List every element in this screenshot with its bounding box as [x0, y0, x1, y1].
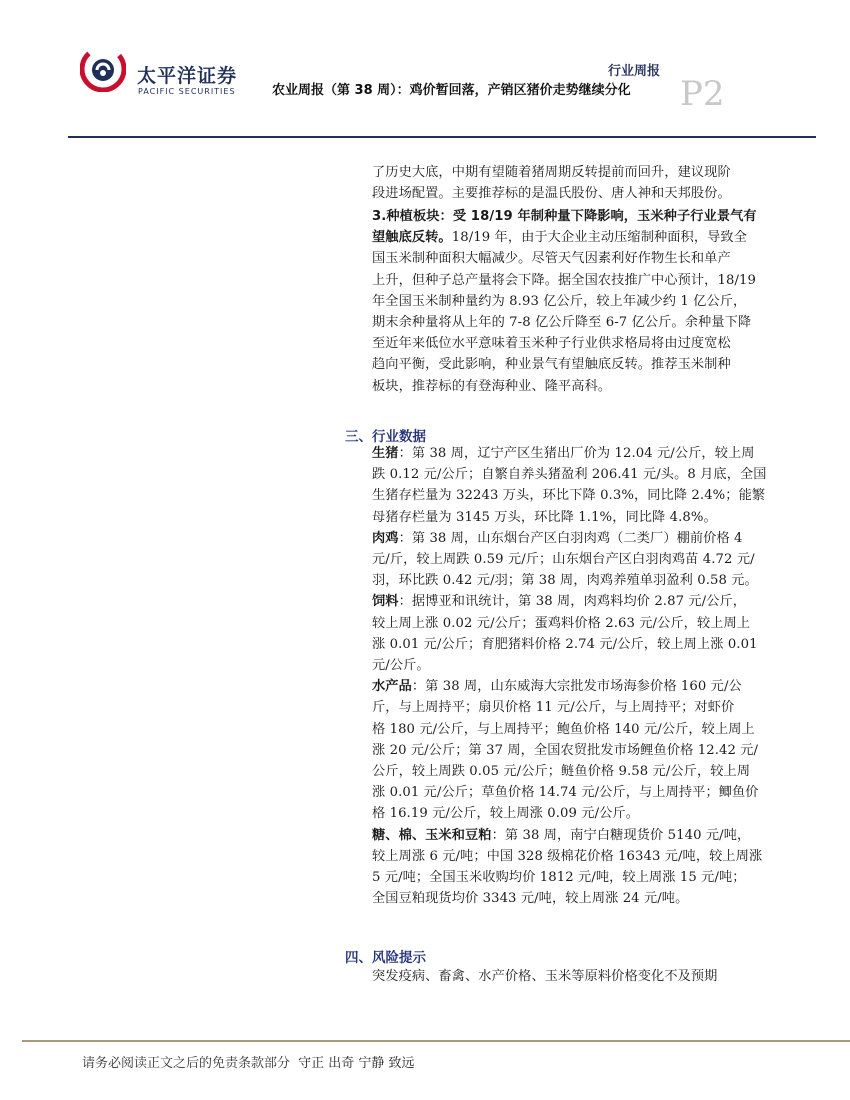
text-line: 了历史大底，中期有望随着猪周期反转提前而回升，建议现阶	[372, 165, 731, 180]
text-line: 至近年来低位水平意味着玉米种子行业供求格局将由过度宽松	[372, 336, 731, 352]
text-line: ：第 38 周，山东威海大宗批发市场海参价格 160 元/公	[411, 679, 742, 695]
section-heading-industry-data: 三、行业数据	[345, 429, 426, 445]
text-line: 母猪存栏量为 3145 万头，环比降 1.1%，同比降 4.8%。	[372, 509, 717, 525]
text-line: 涨 20 元/公斤；第 37 周，全国农贸批发市场鲤鱼价格 12.42 元/	[372, 742, 759, 758]
planting-lead-cont: 望触底反转。	[372, 230, 452, 246]
page-number: P2	[680, 74, 725, 114]
text-line: 格 180 元/公斤，与上周持平；鲍鱼价格 140 元/公斤，较上周上	[372, 721, 755, 737]
text-line: 趋向平衡，受此影响，种业景气有望触底反转。推荐玉米制种	[372, 357, 731, 373]
text-line: 跌 0.12 元/公斤；自繁自养头猪盈利 206.41 元/头。8 月底，全国	[372, 467, 767, 483]
text-line: ：第 38 周，南宁白糖现货价 5140 元/吨，	[491, 827, 751, 843]
text-line: 上升，但种子总产量将会下降。据全国农技推广中心预计，18/19	[372, 272, 756, 288]
text-line: 元/公斤。	[372, 658, 430, 674]
text-line: 格 16.19 元/公斤，较上周涨 0.09 元/公斤。	[372, 806, 640, 822]
text-line: 生猪存栏量为 32243 万头，环比下降 0.3%，同比降 2.4%；能繁	[372, 488, 766, 504]
commodities-label: 糖、棉、玉米和豆粕	[372, 827, 492, 843]
text-line: 5 元/吨；全国玉米收购均价 1812 元/吨，较上周涨 15 元/吨；	[372, 870, 746, 886]
text-line: 18/19 年，由于大企业主动压缩制种面积，导致全	[451, 230, 747, 246]
text-line: ：第 38 周，辽宁产区生猪出厂价为 12.04 元/公斤，较上周	[398, 446, 755, 461]
footer	[82, 1052, 415, 1071]
text-line: 期末余种量将从上年的 7-8 亿公斤降至 6-7 亿公斤。余种量下降	[372, 315, 752, 331]
text-line: 元/斤，较上周跌 0.59 元/斤；山东烟台产区白羽肉鸡苗 4.72 元/	[372, 552, 755, 568]
industry-data-body	[372, 443, 777, 909]
text-line: 年全国玉米制种量约为 8.93 亿公斤，较上年减少约 1 亿公斤，	[372, 293, 747, 309]
header-divider	[68, 136, 816, 138]
feed-label: 饲料	[372, 594, 399, 610]
text-line: ：第 38 周，山东烟台产区白羽肉鸡（二类厂）棚前价格 4	[398, 530, 743, 546]
footer-disclaimer: 请务必阅读正文之后的免责条款部分	[82, 1056, 291, 1071]
brand-name-cn: 太平洋证券	[137, 65, 238, 87]
chicken-label: 肉鸡	[372, 530, 399, 546]
text-line: 国玉米制种面积大幅减少。尽管天气因素利好作物生长和单产	[372, 251, 731, 267]
company-logo	[80, 46, 126, 92]
text-line: 较上周上涨 0.02 元/公斤；蛋鸡料价格 2.63 元/公斤，较上周上	[372, 615, 751, 631]
aquatic-label: 水产品	[372, 679, 412, 695]
footer-motto: 守正 出奇 宁静 致远	[298, 1056, 415, 1071]
section-heading-risk: 四、风险提示	[345, 950, 426, 966]
text-line: 羽，环比跌 0.42 元/羽；第 38 周，肉鸡养殖单羽盈利 0.58 元。	[372, 573, 758, 589]
risk-body	[372, 966, 777, 987]
text-line: 板块，推荐标的有登海种业、隆平高科。	[372, 378, 612, 394]
text-line: 斤，与上周持平；扇贝价格 11 元/公斤，与上周持平；对虾价	[372, 700, 735, 716]
text-line: 较上周涨 6 元/吨；中国 328 级棉花价格 16343 元/吨，较上周涨	[372, 848, 763, 864]
text-line: ：据博亚和讯统计，第 38 周，肉鸡料均价 2.87 元/公斤，	[398, 594, 747, 610]
report-title: 农业周报（第 38 周）：鸡价暂回落，产销区猪价走势继续分化	[272, 83, 631, 98]
footer-divider	[22, 1040, 850, 1042]
text-line: 涨 0.01 元/公斤；草鱼价格 14.74 元/公斤，与上周持平；鲫鱼价	[372, 785, 759, 801]
intro-paragraph	[372, 162, 777, 204]
hog-label: 生猪	[372, 446, 399, 461]
planting-paragraph	[372, 206, 777, 397]
brand-name-en: PACIFIC SECURITIES	[138, 87, 236, 96]
text-line: 全国豆粕现货均价 3343 元/吨，较上周涨 24 元/吨。	[372, 891, 689, 907]
report-type: 行业周报	[608, 64, 661, 79]
text-line: 公斤，较上周跌 0.05 元/公斤；鲢鱼价格 9.58 元/公斤，较上周	[372, 764, 751, 780]
text-line: 段进场配置。主要推荐标的是温氏股份、唐人神和天邦股份。	[372, 186, 731, 202]
text-line: 突发疫病、畜禽、水产价格、玉米等原料价格变化不及预期	[372, 969, 718, 984]
text-line: 涨 0.01 元/公斤；育肥猪料价格 2.74 元/公斤，较上周上涨 0.01	[372, 636, 758, 652]
planting-lead: 3.种植板块：受 18/19 年制种量下降影响，玉米种子行业景气有	[372, 209, 757, 224]
